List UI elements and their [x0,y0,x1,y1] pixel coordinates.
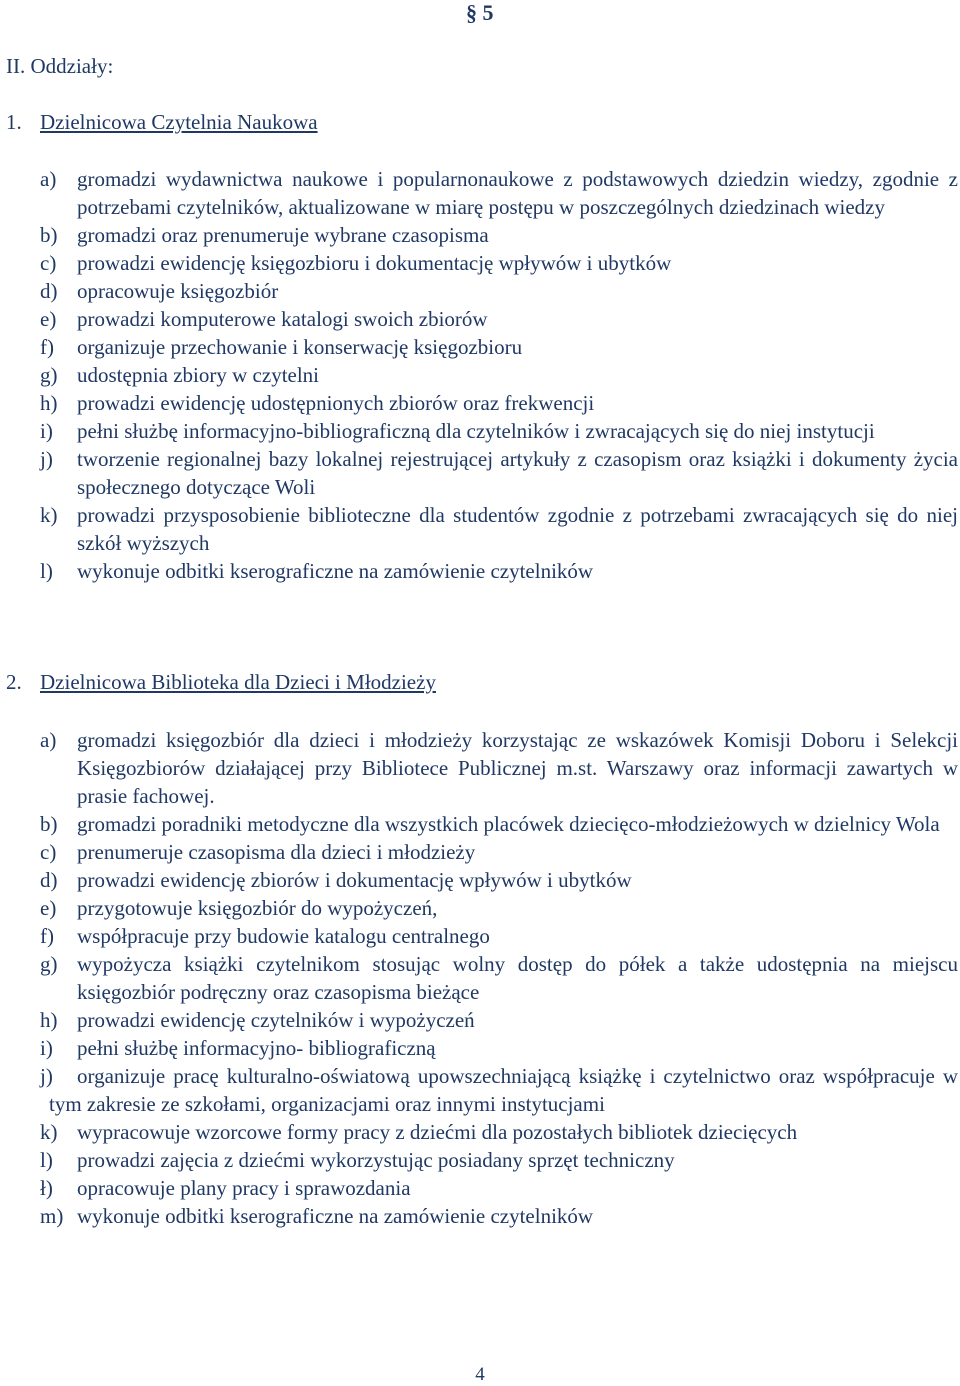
list-item-label: e) [40,307,57,331]
list-item-label: l) [40,1148,53,1172]
list-item-label: a) [40,167,57,191]
list-item-text: wypracowuje wzorcowe formy pracy z dziećmi dla pozostałych bibliotek dziecięcych [77,1120,798,1144]
list-item-label: e) [40,896,57,920]
part-title: II. Oddziały: [6,54,114,78]
list-item-text: prowadzi ewidencję księgozbioru i dokumentację wpływów i ubytków [77,251,672,275]
list-item-text: pełni służbę informacyjno-bibliograficzną dla czytelników i zwracających się do niej instytucji [77,419,875,443]
list-item [0,1006,960,1034]
list-item-label: h) [40,1008,58,1032]
list-item-label: c) [40,840,57,864]
list-item [0,1062,960,1118]
list-item-label: g) [40,952,58,976]
list-item-label: m) [40,1204,64,1228]
list-item [0,950,960,1006]
list-item-text: prowadzi ewidencję zbiorów i dokumentację wpływów i ubytków [77,868,632,892]
list-item-text: gromadzi poradniki metodyczne dla wszystkich placówek dziecięco-młodzieżowych w dzielnicy Wola [77,812,940,836]
list-item [0,866,960,894]
list-item-text: współpracuje przy budowie katalogu centralnego [77,924,490,948]
list-item-text: prowadzi zajęcia z dziećmi wykorzystując posiadany sprzęt techniczny [77,1148,675,1172]
list-item-text: wykonuje odbitki kserograficzne na zamówienie czytelników [77,559,594,583]
list-item-label: i) [40,419,53,443]
list-item-text: pełni służbę informacyjno- bibliograficzną [77,1036,436,1060]
list-item [0,165,960,221]
list-item-text: opracowuje plany pracy i sprawozdania [77,1176,411,1200]
list-item [0,249,960,277]
list-item-label: j) [40,1064,53,1088]
list-item [0,417,960,445]
list-item [0,1146,960,1174]
list-item-text: przygotowuje księgozbiór do wypożyczeń, [77,896,438,920]
list-item-label: b) [40,223,58,247]
list-item [0,501,960,557]
list-item [0,305,960,333]
list-item-text: prowadzi przysposobienie biblioteczne dla studentów zgodnie z potrzebami zwracających się do niej szkół wyższych [77,503,958,555]
list-item [0,361,960,389]
section-1-title: Dzielnicowa Czytelnia Naukowa [40,110,318,134]
list-item [0,726,960,810]
list-item [0,1118,960,1146]
list-item-text: gromadzi oraz prenumeruje wybrane czasopisma [77,223,489,247]
list-item-label: i) [40,1036,53,1060]
list-item-text: gromadzi wydawnictwa naukowe i popularnonaukowe z podstawowych dziedzin wiedzy, zgodnie z potrzebami czytelników, aktualizowane w miarę postępu w poszczególnych dziedzinach wiedzy [77,167,958,219]
paragraph-mark: § 5 [466,0,494,25]
list-item-label: c) [40,251,57,275]
section-2-list [0,726,960,1230]
list-item [0,922,960,950]
list-item-label: d) [40,279,58,303]
list-item-text: tworzenie regionalnej bazy lokalnej rejestrującej artykuły z czasopism oraz książki i dokumenty życia społecznego dotyczące Woli [77,447,958,499]
list-item-text: udostępnia zbiory w czytelni [77,363,320,387]
list-item-text: gromadzi księgozbiór dla dzieci i młodzieży korzystając ze wskazówek Komisji Doboru i Selekcji Księgozbiorów działającej przy Bibliotece Publicznej m.st. Warszawy oraz informacji zawartych w prasie fachowej. [77,728,958,808]
list-item [0,389,960,417]
page-number: 4 [475,1364,485,1385]
list-item-text: prenumeruje czasopisma dla dzieci i młodzieży [77,840,476,864]
list-item-text: opracowuje księgozbiór [77,279,279,303]
list-item-label: j) [40,447,53,471]
list-item-text: prowadzi ewidencję czytelników i wypożyczeń [77,1008,475,1032]
list-item-label: l) [40,559,53,583]
list-item [0,838,960,866]
list-item [0,810,960,838]
list-item-text: wykonuje odbitki kserograficzne na zamówienie czytelników [77,1204,594,1228]
list-item [0,1202,960,1230]
list-item [0,894,960,922]
list-item [0,1034,960,1062]
list-item-text: organizuje przechowanie i konserwację księgozbioru [77,335,523,359]
section-2-number: 2. [6,670,22,694]
section-1-number: 1. [6,110,22,134]
list-item-text: organizuje pracę kulturalno-oświatową upowszechniającą książkę i czytelnictwo oraz współpracuje w tym zakresie ze szkołami, organizacjami oraz innymi instytucjami [49,1064,958,1116]
list-item [0,557,960,585]
list-item [0,1174,960,1202]
list-item [0,445,960,501]
section-1-list [0,165,960,585]
list-item-label: g) [40,363,58,387]
list-item-text: wypożycza książki czytelnikom stosując wolny dostęp do półek a także udostępnia na miejscu księgozbiór podręczny oraz czasopisma bieżące [77,952,958,1004]
list-item-text: prowadzi ewidencję udostępnionych zbiorów oraz frekwencji [77,391,595,415]
list-item-label: k) [40,503,58,527]
list-item [0,221,960,249]
list-item-label: a) [40,728,57,752]
list-item-label: k) [40,1120,58,1144]
list-item-label: ł) [40,1176,53,1200]
list-item [0,333,960,361]
list-item-label: h) [40,391,58,415]
list-item-label: d) [40,868,58,892]
list-item-label: f) [40,924,54,948]
list-item-label: b) [40,812,58,836]
list-item [0,277,960,305]
list-item-label: f) [40,335,54,359]
list-item-text: prowadzi komputerowe katalogi swoich zbiorów [77,307,488,331]
section-2-title: Dzielnicowa Biblioteka dla Dzieci i Młodzieży [40,670,436,694]
